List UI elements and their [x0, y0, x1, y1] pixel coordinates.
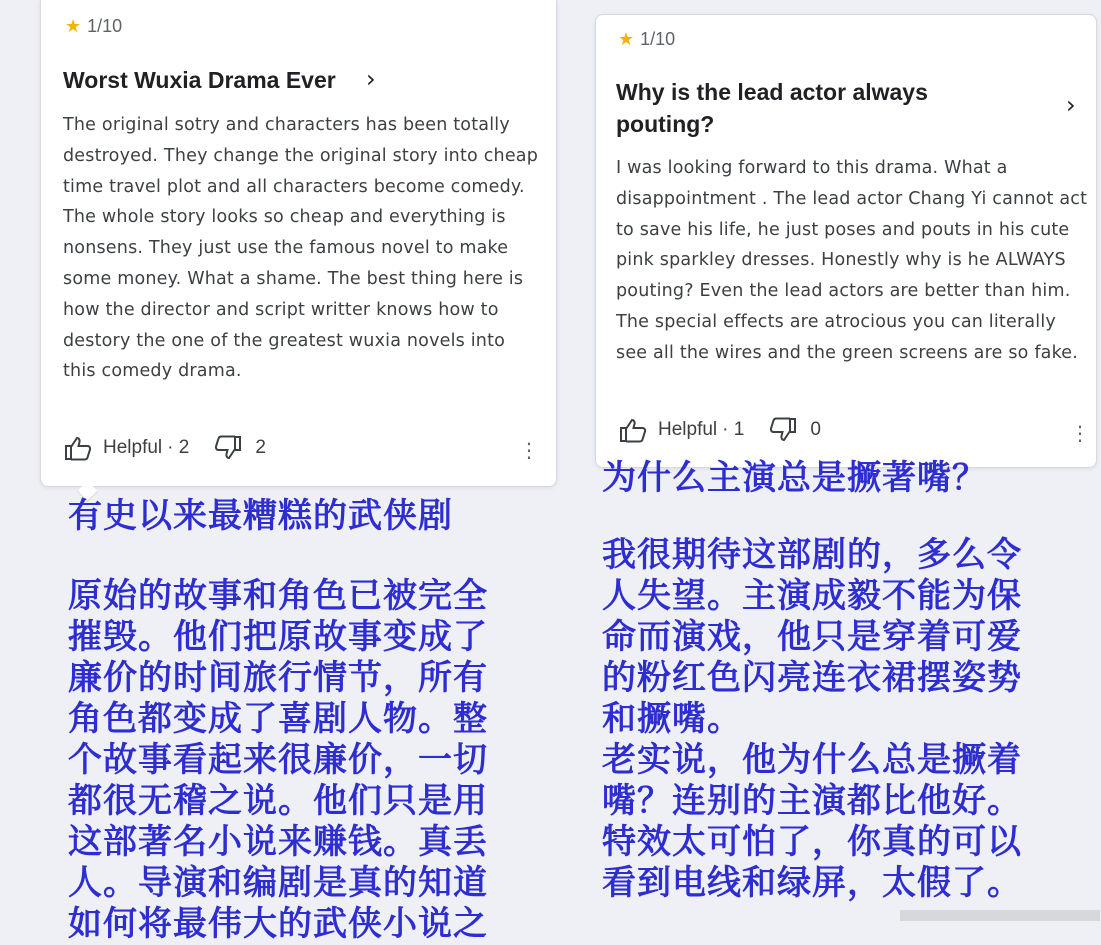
translation-line: 廉价的时间旅行情节，所有 — [68, 658, 488, 698]
review-title[interactable]: Why is the lead actor always pouting? — [616, 79, 928, 137]
translation-line: 老实说，他为什么总是撅着 — [602, 740, 1022, 780]
more-vertical-icon[interactable]: ⋮ — [519, 438, 539, 462]
translation-body-left — [68, 576, 488, 945]
translation-line: 我很期待这部剧的，多么令 — [602, 535, 1022, 575]
translation-line: 人。导演和编剧是真的知道 — [68, 863, 488, 903]
rating-value: 1/10 — [640, 29, 676, 49]
review-body: I was looking forward to this drama. What a disappointment . The lead actor Chang Yi cannot act to save his life, he just poses and pouts in his cute pink sparkley dresses. Honestly why is he ALWAYS pouting? Even the lead actors are better than him. The special effects are atrocious you can literally see all the wires and the green screens are so fake. — [616, 158, 1088, 363]
translation-title-right: 为什么主演总是撅著嘴？ — [602, 458, 987, 498]
unhelpful-count: 0 — [810, 419, 821, 440]
translation-title-left: 有史以来最糟糕的武侠剧 — [68, 496, 453, 536]
review-body: The original sotry and characters has been totally destroyed. They change the original story into cheap time travel plot and all characters become comedy. The whole story looks so cheap and everything is nonsens. They just use the famous novel to make some money. What a shame. The best thing here is how the director and script writter knows how to destory the one of the greatest wuxia novels into this comedy drama. — [63, 115, 539, 382]
thumbs-up-icon[interactable] — [63, 435, 93, 461]
translation-line: 如何将最伟大的武侠小说之 — [68, 904, 488, 944]
translation-line: 都很无稽之说。他们只是用 — [68, 781, 488, 821]
translation-body-right — [602, 535, 1022, 904]
review-card-right — [595, 14, 1097, 468]
rating — [65, 16, 122, 37]
more-vertical-icon[interactable]: ⋮ — [1070, 421, 1090, 445]
review-actions — [63, 435, 266, 461]
watermark-bar — [900, 910, 1100, 921]
unhelpful-count: 2 — [255, 437, 266, 458]
translation-line: 这部著名小说来赚钱。真丢 — [68, 822, 488, 862]
translation-line: 的粉红色闪亮连衣裙摆姿势 — [602, 658, 1022, 698]
helpful-count: · 1 — [722, 419, 745, 440]
thumbs-down-icon[interactable] — [213, 435, 243, 461]
translation-line: 和撅嘴。 — [602, 699, 742, 739]
helpful-count: · 2 — [167, 437, 190, 458]
translation-line: 人失望。主演成毅不能为保 — [602, 576, 1022, 616]
translation-line: 角色都变成了喜剧人物。整 — [68, 699, 488, 739]
translation-line: 摧毁。他们把原故事变成了 — [68, 617, 488, 657]
chevron-right-icon[interactable]: › — [1066, 91, 1076, 119]
translation-line: 原始的故事和角色已被完全 — [68, 576, 488, 616]
translation-line: 看到电线和绿屏，太假了。 — [602, 863, 1022, 903]
rating-value: 1/10 — [87, 16, 123, 36]
translation-line: 特效太可怕了，你真的可以 — [602, 822, 1022, 862]
helpful-label: Helpful — [658, 419, 718, 440]
rating — [618, 29, 675, 50]
translation-line: 嘴？连别的主演都比他好。 — [602, 781, 1022, 821]
thumbs-down-icon[interactable] — [768, 417, 798, 443]
translation-line: 命而演戏，他只是穿着可爱 — [602, 617, 1022, 657]
translation-line: 个故事看起来很廉价，一切 — [68, 740, 488, 780]
review-actions — [618, 417, 821, 443]
review-title[interactable]: Worst Wuxia Drama Ever — [63, 67, 336, 93]
review-card-left — [40, 0, 557, 487]
helpful-label: Helpful — [103, 437, 163, 458]
chevron-right-icon[interactable]: › — [366, 65, 376, 93]
star-icon: ★ — [65, 16, 82, 36]
thumbs-up-icon[interactable] — [618, 417, 648, 443]
star-icon: ★ — [618, 29, 635, 49]
